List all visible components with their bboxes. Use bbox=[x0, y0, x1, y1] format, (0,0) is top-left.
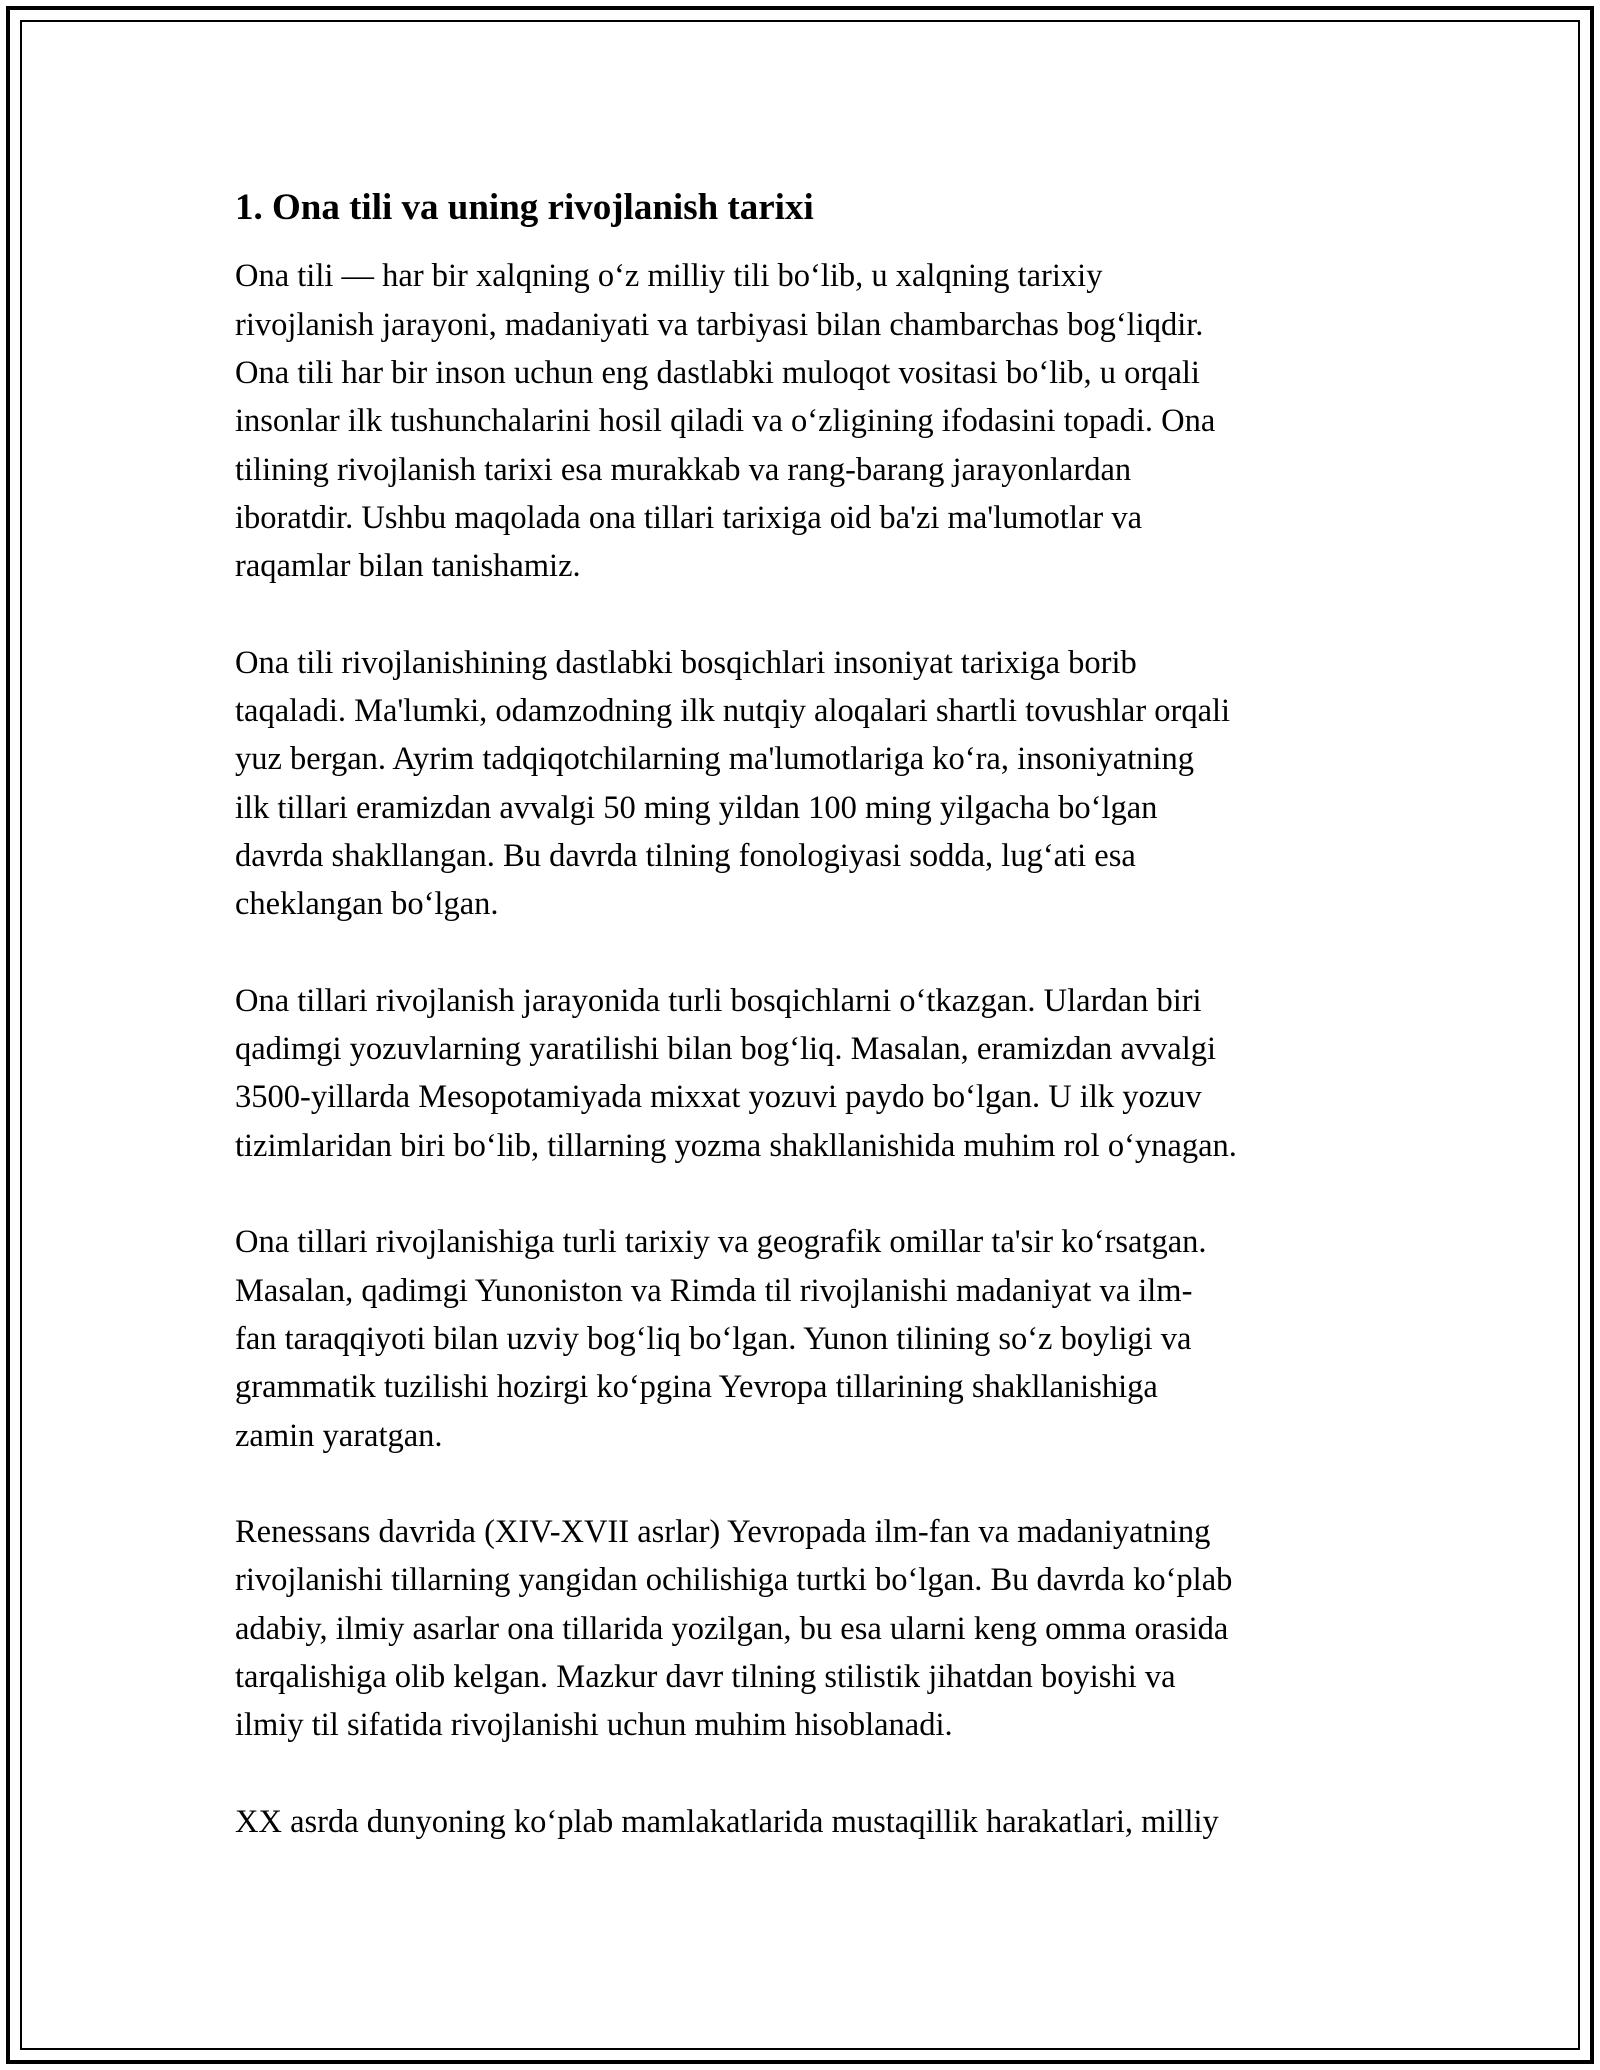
paragraph-4 bbox=[235, 1218, 1395, 1459]
text-line: tilining rivojlanish tarixi esa murakkab va rang-barang jarayonlardan bbox=[235, 451, 1132, 488]
text-line: XX asrda dunyoning ko‘plab mamlakatlarida mustaqillik harakatlari, milliy bbox=[235, 1803, 1219, 1840]
text-line: ilmiy til sifatida rivojlanishi uchun muhim hisoblanadi. bbox=[235, 1707, 953, 1744]
text-line: cheklangan bo‘lgan. bbox=[235, 886, 499, 923]
text-line: Ona tili rivojlanishining dastlabki bosqichlari insoniyat tarixiga borib bbox=[235, 644, 1137, 681]
text-line: tarqalishiga olib kelgan. Mazkur davr tilning stilistik jihatdan boyishi va bbox=[235, 1659, 1176, 1695]
text-line: insonlar ilk tushunchalarini hosil qiladi va o‘zligining ifodasini topadi. Ona bbox=[235, 403, 1216, 440]
text-line: Renessans davrida (XIV-XVII asrlar) Yevropada ilm-fan va madaniyatning bbox=[235, 1514, 1211, 1551]
text-line: yuz bergan. Ayrim tadqiqotchilarning ma'lumotlariga ko‘ra, insoniyatning bbox=[235, 741, 1195, 778]
text-line: zamin yaratgan. bbox=[235, 1417, 443, 1454]
paragraph-2 bbox=[235, 639, 1395, 929]
text-line: Ona tillari rivojlanish jarayonida turli bosqichlarni o‘tkazgan. Ulardan biri bbox=[235, 982, 1202, 1019]
text-line: qadimgi yozuvlarning yaratilishi bilan bog‘liq. Masalan, eramizdan avvalgi bbox=[235, 1031, 1217, 1068]
text-line: tizimlaridan biri bo‘lib, tillarning yozma shakllanishida muhim rol o‘ynagan. bbox=[235, 1127, 1237, 1164]
section-heading: 1. Ona tili va uning rivojlanish tarixi bbox=[235, 187, 814, 228]
text-line: 3500-yillarda Mesopotamiyada mixxat yozuvi paydo bo‘lgan. U ilk yozuv bbox=[235, 1079, 1202, 1116]
text-line: rivojlanish jarayoni, madaniyati va tarbiyasi bilan chambarchas bog‘liqdir. bbox=[235, 306, 1204, 343]
paragraph-1 bbox=[235, 252, 1395, 590]
document-body bbox=[235, 186, 1395, 1894]
text-line: Ona tillari rivojlanishiga turli tarixiy va geografik omillar ta'sir ko‘rsatgan. bbox=[235, 1224, 1207, 1261]
text-line: iboratdir. Ushbu maqolada ona tillari tarixiga oid ba'zi ma'lumotlar va bbox=[235, 499, 1143, 536]
text-line: rivojlanishi tillarning yangidan ochilishiga turtki bo‘lgan. Bu davrda ko‘plab bbox=[235, 1562, 1233, 1599]
text-line: Ona tili har bir inson uchun eng dastlabki muloqot vositasi bo‘lib, u orqali bbox=[235, 354, 1200, 391]
paragraph-6 bbox=[235, 1798, 1395, 1846]
text-line: davrda shakllangan. Bu davrda tilning fonologiyasi sodda, lug‘ati esa bbox=[235, 837, 1136, 874]
text-line: Masalan, qadimgi Yunoniston va Rimda til rivojlanishi madaniyat va ilm- bbox=[235, 1272, 1193, 1309]
text-line: grammatik tuzilishi hozirgi ko‘pgina Yevropa tillarining shakllanishiga bbox=[235, 1369, 1158, 1406]
text-line: Ona tili — har bir xalqning o‘z milliy tili bo‘lib, u xalqning tarixiy bbox=[235, 258, 1103, 295]
text-line: raqamlar bilan tanishamiz. bbox=[235, 548, 581, 585]
text-line: fan taraqqiyoti bilan uzviy bog‘liq bo‘lgan. Yunon tilining so‘z boyligi va bbox=[235, 1320, 1192, 1357]
text-line: adabiy, ilmiy asarlar ona tillarida yozilgan, bu esa ularni keng omma orasida bbox=[235, 1610, 1229, 1647]
text-line: taqaladi. Ma'lumki, odamzodning ilk nutqiy aloqalari shartli tovushlar orqali bbox=[235, 693, 1231, 730]
paragraph-3 bbox=[235, 977, 1395, 1170]
text-line: ilk tillari eramizdan avvalgi 50 ming yildan 100 ming yilgacha bo‘lgan bbox=[235, 789, 1158, 826]
paragraph-5 bbox=[235, 1508, 1395, 1749]
